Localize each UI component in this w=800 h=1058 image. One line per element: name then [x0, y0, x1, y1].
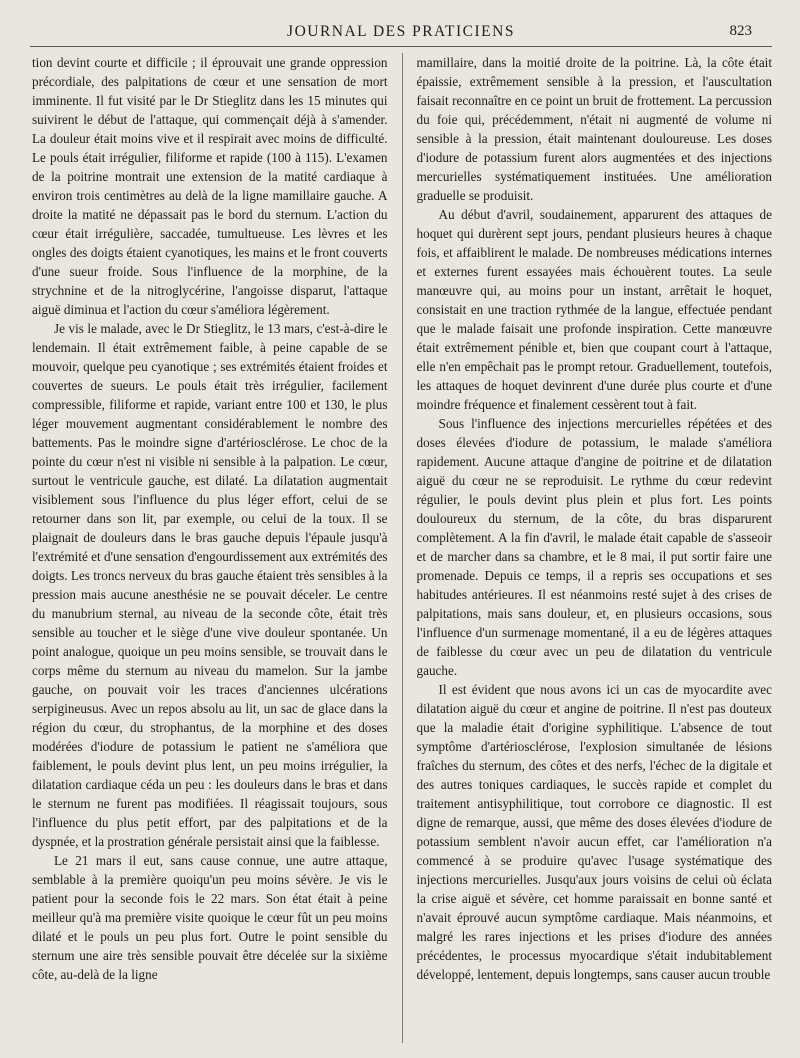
paragraph: Il est évident que nous avons ici un cas de myocardite avec dilatation aiguë du cœur et angine de poitrine. Il n'est pas douteux que la maladie était d'origine syphilitique. L'absence de tout symptôme d'artériosclérose, l'explosion simultanée de lésions fraîches du sternum, des côtes et des nerfs, l'échec de la digitale et des autres toniques cardiaques, le succès rapide et complet du traitement antisyphilitique, tout corrobore ce diagnostic. Il est digne de remarque, aussi, que même des doses élevées d'iodure de potassium semblent n'avoir aucun effet, car l'amélioration n'a commencé à se produire qu'avec l'usage systématique des injections mercurielles. Jusqu'aux jours voisins de celui où éclata la crise aiguë et sévère, cet homme paraissait en bonne santé et n'avait éprouvé aucun symptôme cardiaque. Mais néanmoins, et malgré les rares injections et les prises d'iodure des années précédentes, le processus myocardique s'était indubitablement développé, lentement, depuis longtemps, sans causer aucun trouble: [416, 682, 773, 982]
paragraph: Au début d'avril, soudainement, apparurent des attaques de hoquet qui durèrent sept jours, pendant plusieurs heures à chaque fois, et affaiblirent le malade. De nombreuses médications internes et externes furent essayées mais échouèrent toutes. La seule manœuvre qui, au moins pour un instant, arrêtait le hoquet, consistait en une traction rythmée de la langue, effectuée pendant que le malade faisait une profonde inspiration. Cette manœuvre était extrêmement pénible et, bien que coupant court à l'attaque, elle n'en empêchait pas le prompt retour. Graduellement, toutefois, les attaques de hoquet devinrent d'une durée plus courte et d'une moindre fréquence et finalement cessèrent tout à fait.: [416, 207, 773, 412]
paragraph: tion devint courte et difficile ; il éprouvait une grande oppression précordiale, des palpitations de cœur et une sensation de mort imminente. Il fut visité par le Dr Stieglitz dans les 15 minutes qui suivirent le début de l'attaque, qui commençait déjà à s'amender. La douleur était moins vive et il respirait avec moins de difficulté. Le pouls était irrégulier, filiforme et rapide (100 à 115). L'examen de la poitrine montrait une extension de la matité cardiaque à environ trois centimètres au delà de la ligne mamillaire gauche. A droite la matité ne dépassait pas le bord du sternum. L'action du cœur était irrégulière, saccadée, tumultueuse. Les lèvres et les ongles des doigts étaient cyanotiques, les mains et le front couverts d'une sueur froide. Sous l'influence de la morphine, de la strychnine et de la nitroglycérine, l'angoisse disparut, l'attaque aiguë diminua et l'action du cœur s'améliora légèrement.: [32, 55, 388, 317]
paragraph: mamillaire, dans la moitié droite de la poitrine. Là, la côte était épaissie, extrêmement sensible à la pression, et l'auscultation faisait reconnaître en ce point un bruit de frottement. La percussion du foie qui, précédemment, n'était ni augmenté de volume ni sensible à la pression, était maintenant douloureuse. Les doses d'iodure de potassium furent alors augmentées et des injections mercurielles systématiquement instituées. Une amélioration graduelle se produisit.: [416, 55, 773, 203]
left-column: [20, 53, 388, 1053]
header-rule: [30, 46, 772, 47]
journal-title: JOURNAL DES PRATICIENS: [287, 23, 515, 40]
paragraph: Le 21 mars il eut, sans cause connue, une autre attaque, semblable à la première quoiqu'un peu moins sévère. Je vis le patient pour la seconde fois le 22 mars. Son état était à peine meilleur qu'à ma première visite quoique le cœur fût un peu moins dilaté et le pouls un peu plus fort. Outre le point sensible du sternum une aire très sensible pouvait être décelée sur la sixième côte, au-delà de la ligne: [32, 853, 388, 982]
running-head: [20, 22, 782, 46]
paragraph: Sous l'influence des injections mercurielles répétées et des doses élevées d'iodure de potassium, le malade s'améliora rapidement. Aucune attaque d'angine de poitrine et de dilatation aiguë du cœur ne se reproduisit. Le rythme du cœur redevint régulier, le pouls devint plus plein et plus fort. Les points douloureux du sternum, de la côte, du bras disparurent complètement. A la fin d'avril, le malade était capable de s'asseoir et de marcher dans sa chambre, et le 8 mai, il put sortir faire une promenade. Depuis ce temps, il a repris ses occupations et ses habitudes antérieures. Il est néanmoins resté sujet à des crises de palpitations, mais sans douleur, et, en plusieurs occasions, sous l'influence d'un surmenage momentané, il a eu de légères attaques de faiblesse du cœur avec un peu de dilatation du ventricule gauche.: [416, 416, 773, 678]
paragraph: Je vis le malade, avec le Dr Stieglitz, le 13 mars, c'est-à-dire le lendemain. Il était extrêmement faible, à peine capable de se mouvoir, quelque peu cyanotique ; ses extrémités étaient froides et couvertes de sueurs. Le pouls était très irrégulier, facilement compressible, filiforme et rapide, variant entre 100 et 130, le plus léger mouvement augmentant considérablement le nombre des battements. Pas le moindre signe d'artériosclérose. Le choc de la pointe du cœur n'est ni visible ni sensible à la palpation. Le cœur, surtout le ventricule gauche, est dilaté. La dilatation augmentait visiblement sous l'influence du plus léger effort, celui de se retourner dans son lit, par exemple, ou celui de la toux. Il se plaignait de douleurs dans le bras gauche depuis l'épaule jusqu'à l'extrémité et d'une sensation d'engourdissement aux extrémités des doigts. Les troncs nerveux du bras gauche étaient très sensibles à la pression mais aucune anesthésie ne se pouvait déceler. Le centre du manubrium sternal, au niveau de la seconde côte, était très sensible au toucher et le siège d'une vive douleur spontanée. Un point analogue, quoique un peu moins sensible, se trouvait dans le corps même du sternum au niveau du mamelon. Sur la jambe gauche, on pouvait voir les traces d'anciennes ulcérations serpigineusus. Avec un repos absolu au lit, un sac de glace dans la région du cœur, du strophantus, de la morphine et des doses modérées d'iodure de potassium le patient ne s'améliora que faiblement, le pouls devint plus lent, un peu moins irrégulier, la dilatation cardiaque céda un peu : les douleurs dans le bras et dans le sternum ne furent pas modifiées. Il réagissait toujours, sous l'influence du plus petit effort, par des palpitations et de la dyspnée, et la prostration générale persistait ainsi que la faiblesse.: [32, 321, 388, 849]
page-number: 823: [729, 23, 752, 39]
column-divider: [402, 53, 403, 1043]
right-column: [417, 53, 783, 1053]
text-columns: [20, 53, 782, 1053]
